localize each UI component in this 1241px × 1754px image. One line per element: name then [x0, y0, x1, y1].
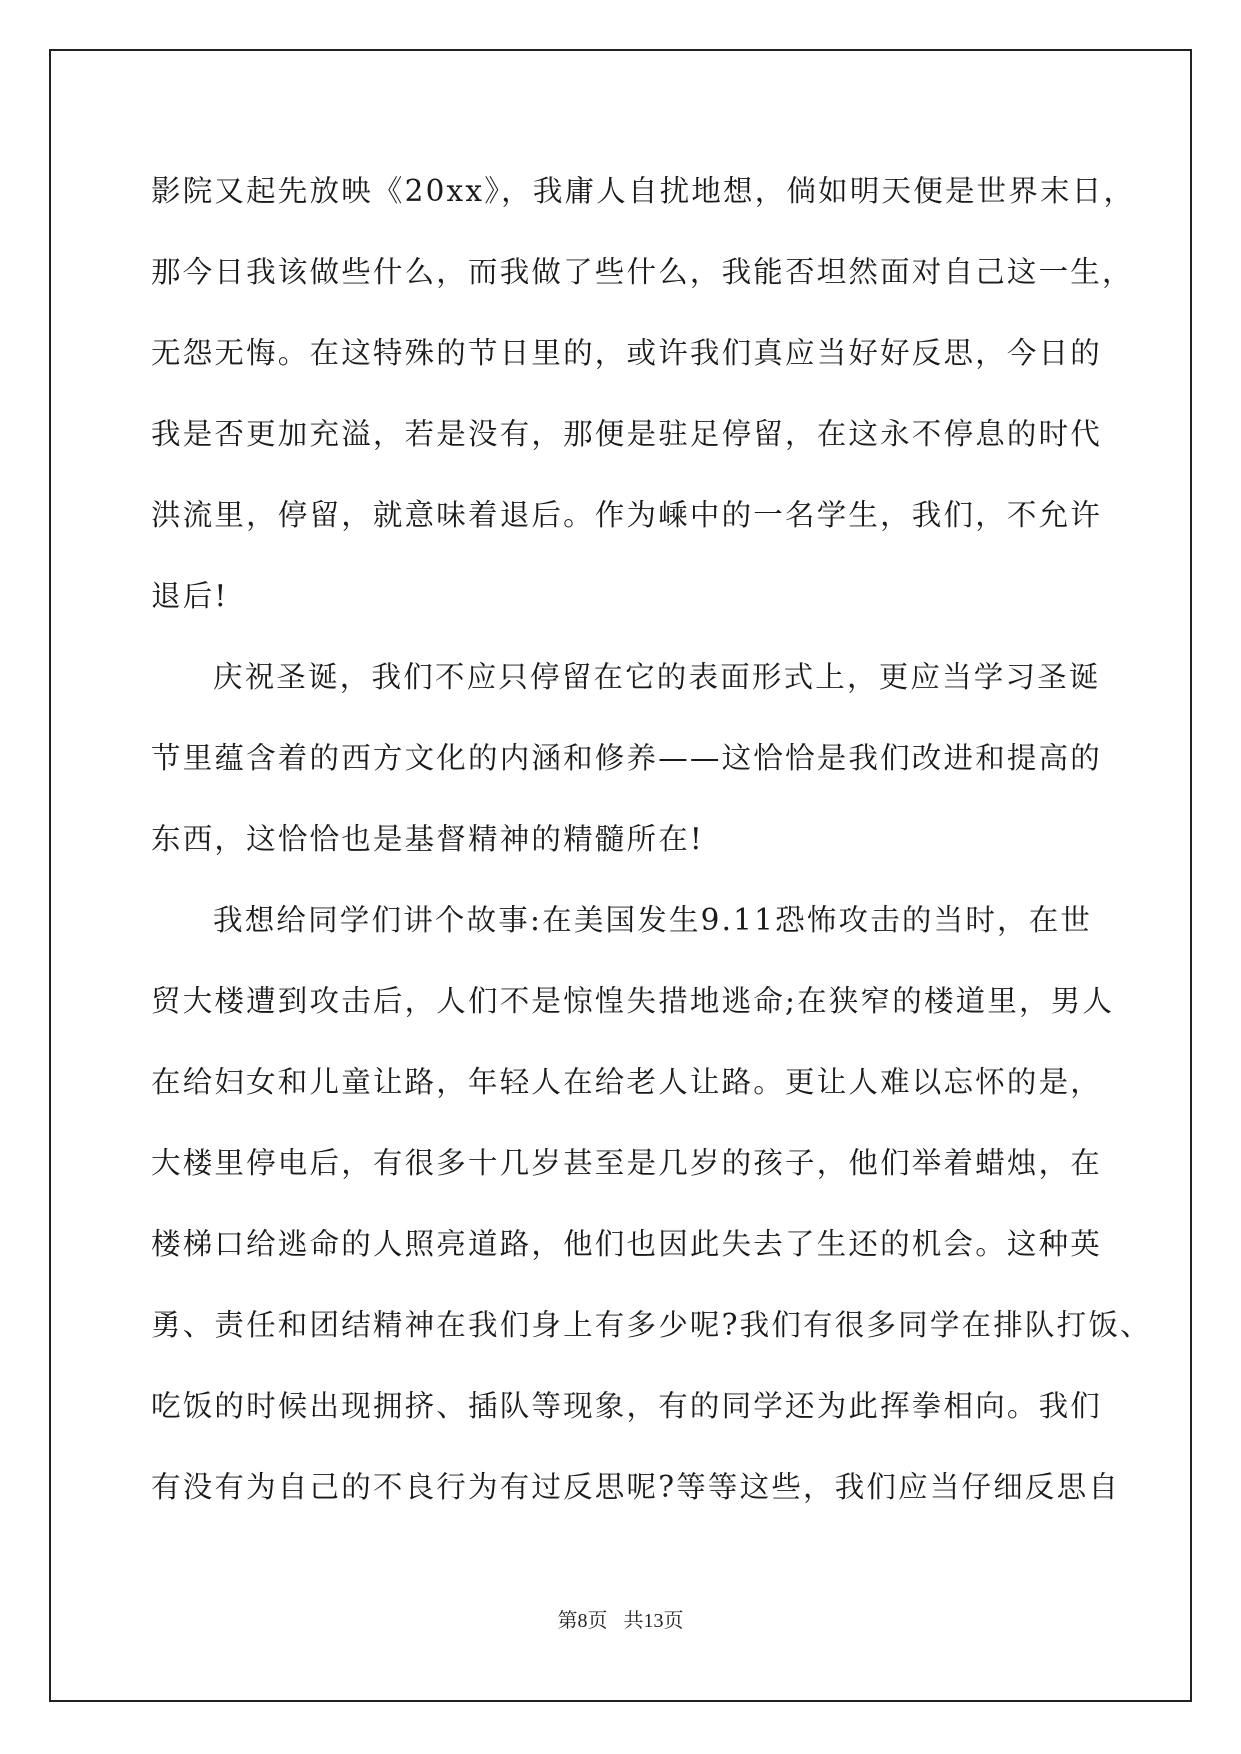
text-line: 有没有为自己的不良行为有过反思呢?等等这些，我们应当仔细反思自 — [151, 1470, 1121, 1504]
document-body — [151, 162, 1152, 1539]
text-line: 吃饭的时候出现拥挤、插队等现象，有的同学还为此挥拳相向。我们 — [151, 1389, 1103, 1423]
text-line: 洪流里，停留，就意味着退后。作为嵊中的一名学生，我们，不允许 — [151, 498, 1103, 532]
paragraph-start-line: 我想给同学们讲个故事:在美国发生9.11恐怖攻击的当时，在世 — [213, 903, 1093, 937]
total-page-count: 共13页 — [623, 1610, 684, 1632]
text-line: 无怨无悔。在这特殊的节日里的，或许我们真应当好好反思，今日的 — [151, 336, 1103, 370]
text-line: 退后! — [151, 579, 229, 613]
text-line: 节里蕴含着的西方文化的内涵和修养——这恰恰是我们改进和提高的 — [151, 741, 1103, 775]
text-line: 在给妇女和儿童让路，年轻人在给老人让路。更让人难以忘怀的是， — [151, 1065, 1103, 1099]
text-line: 那今日我该做些什么，而我做了些什么，我能否坦然面对自己这一生， — [151, 255, 1134, 289]
current-page-number: 第8页 — [557, 1610, 608, 1632]
text-line: 大楼里停电后，有很多十几岁甚至是几岁的孩子，他们举着蜡烛，在 — [151, 1146, 1103, 1180]
text-line: 东西，这恰恰也是基督精神的精髓所在! — [151, 822, 704, 856]
paragraph-start-line: 庆祝圣诞，我们不应只停留在它的表面形式上，更应当学习圣诞 — [213, 660, 1101, 694]
text-line: 我是否更加充溢，若是没有，那便是驻足停留，在这永不停息的时代 — [151, 417, 1103, 451]
text-line: 楼梯口给逃命的人照亮道路，他们也因此失去了生还的机会。这种英 — [151, 1227, 1103, 1261]
text-line: 贸大楼遭到攻击后，人们不是惊惶失措地逃命;在狭窄的楼道里，男人 — [151, 984, 1115, 1018]
text-line: 勇、责任和团结精神在我们身上有多少呢?我们有很多同学在排队打饭、 — [151, 1308, 1152, 1342]
page-footer — [0, 1604, 1241, 1633]
text-line: 影院又起先放映《20xx》，我庸人自扰地想，倘如明天便是世界末日， — [151, 174, 1136, 208]
